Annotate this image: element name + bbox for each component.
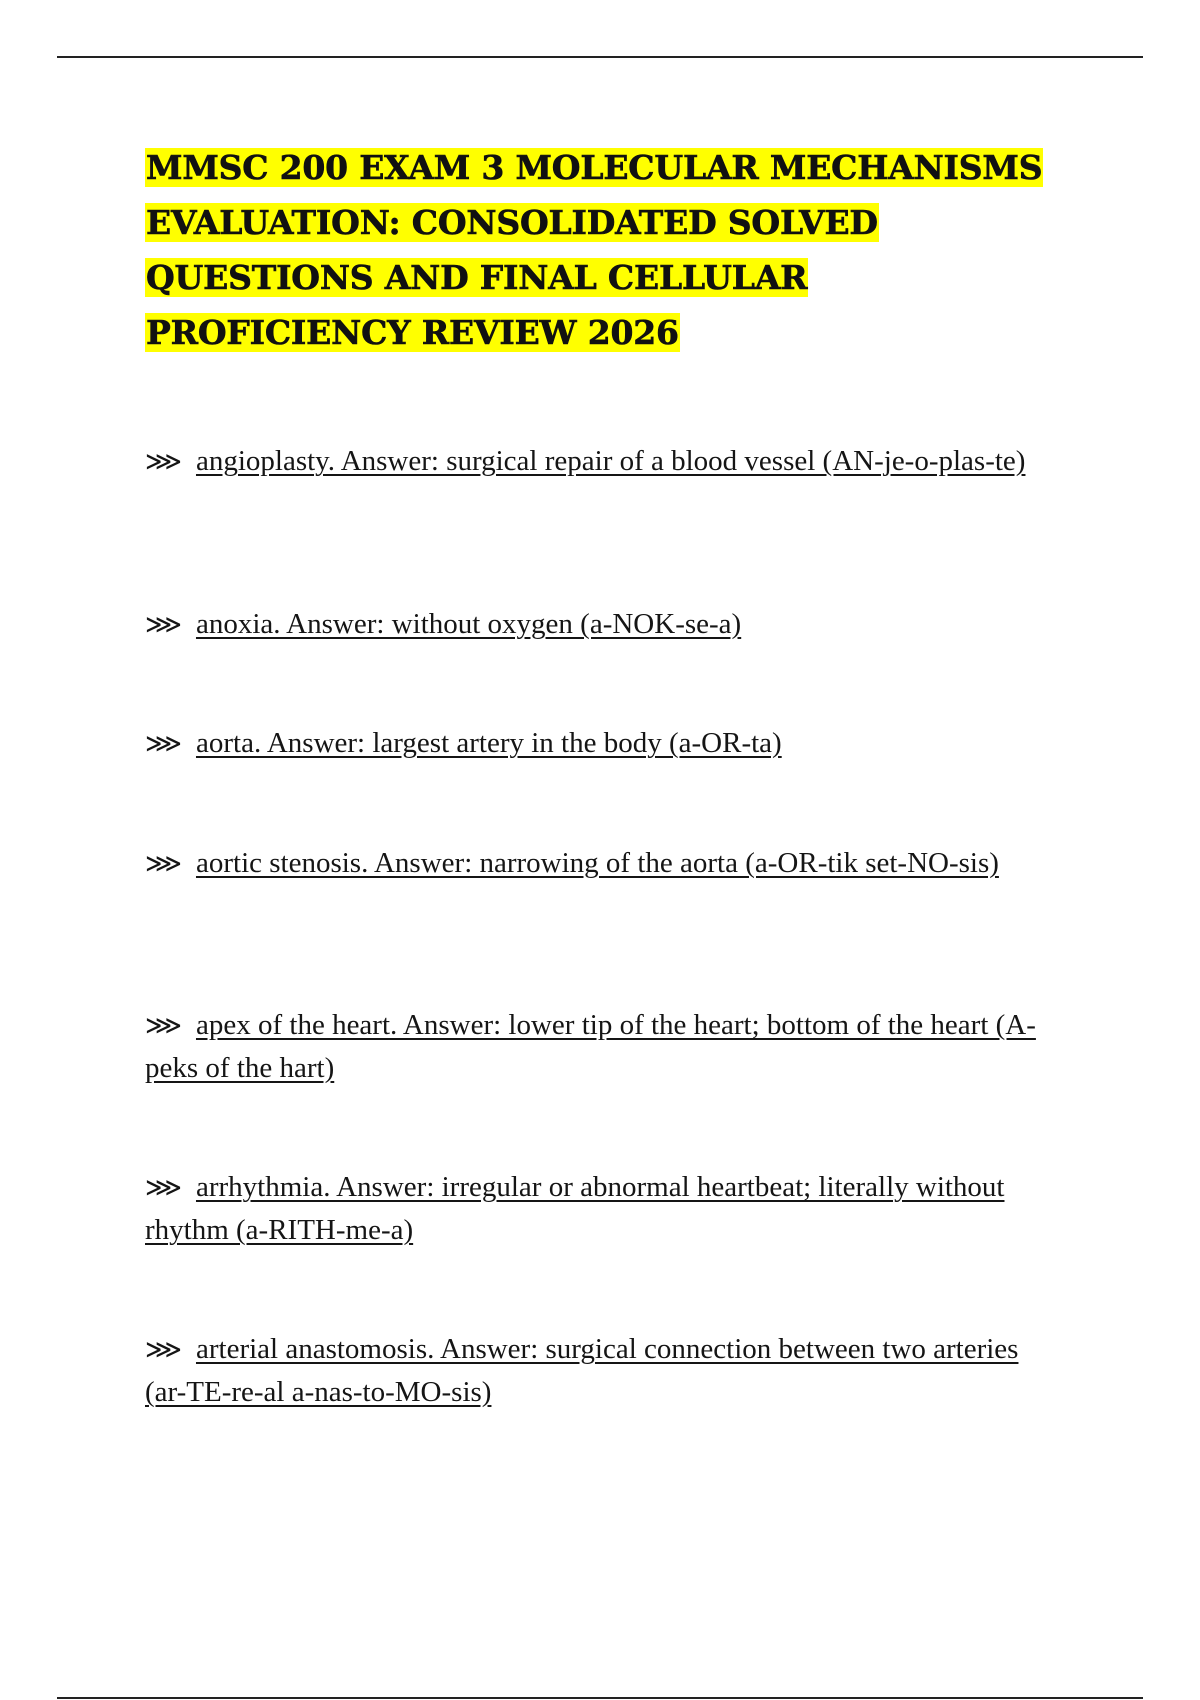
triple-arrow-icon: ⋙ (145, 1335, 182, 1365)
qa-entry-6 (145, 1166, 1045, 1251)
bottom-rule (57, 1697, 1143, 1699)
qa-entry-text: arterial anastomosis. Answer: surgical connection between two arteries (ar-TE-re-al a-nas-to-MO-sis) (145, 1333, 1019, 1408)
qa-entry-text: angioplasty. Answer: surgical repair of a blood vessel (AN-je-o-plas-te) (195, 445, 1026, 477)
triple-arrow-icon: ⋙ (145, 729, 182, 759)
qa-entry-1 (145, 440, 1045, 483)
top-rule (57, 56, 1143, 58)
qa-entry-text: anoxia. Answer: without oxygen (a-NOK-se-a) (195, 608, 742, 640)
triple-arrow-icon: ⋙ (145, 610, 182, 640)
qa-entry-4 (145, 842, 1045, 885)
qa-entry-3 (145, 722, 1045, 765)
triple-arrow-icon: ⋙ (145, 849, 182, 879)
triple-arrow-icon: ⋙ (145, 447, 182, 477)
qa-entry-text: aortic stenosis. Answer: narrowing of the aorta (a-OR-tik set-NO-sis) (195, 847, 999, 879)
qa-entry-2 (145, 603, 1045, 646)
qa-entry-text: aorta. Answer: largest artery in the body (a-OR-ta) (195, 727, 782, 759)
qa-entry-5 (145, 1004, 1045, 1089)
document-title (145, 140, 1065, 360)
qa-entry-7 (145, 1328, 1045, 1413)
qa-entry-text: arrhythmia. Answer: irregular or abnormal heartbeat; literally without rhythm (a-RITH-me-a) (145, 1171, 1005, 1246)
triple-arrow-icon: ⋙ (145, 1173, 182, 1203)
title-highlight: MMSC 200 EXAM 3 MOLECULAR MECHANISMS EVALUATION: CONSOLIDATED SOLVED QUESTIONS AND FINAL CELLULAR PROFICIENCY REVIEW 2026 (146, 148, 1043, 352)
triple-arrow-icon: ⋙ (145, 1011, 182, 1041)
qa-entry-text: apex of the heart. Answer: lower tip of the heart; bottom of the heart (A-peks of the hart) (145, 1009, 1036, 1084)
